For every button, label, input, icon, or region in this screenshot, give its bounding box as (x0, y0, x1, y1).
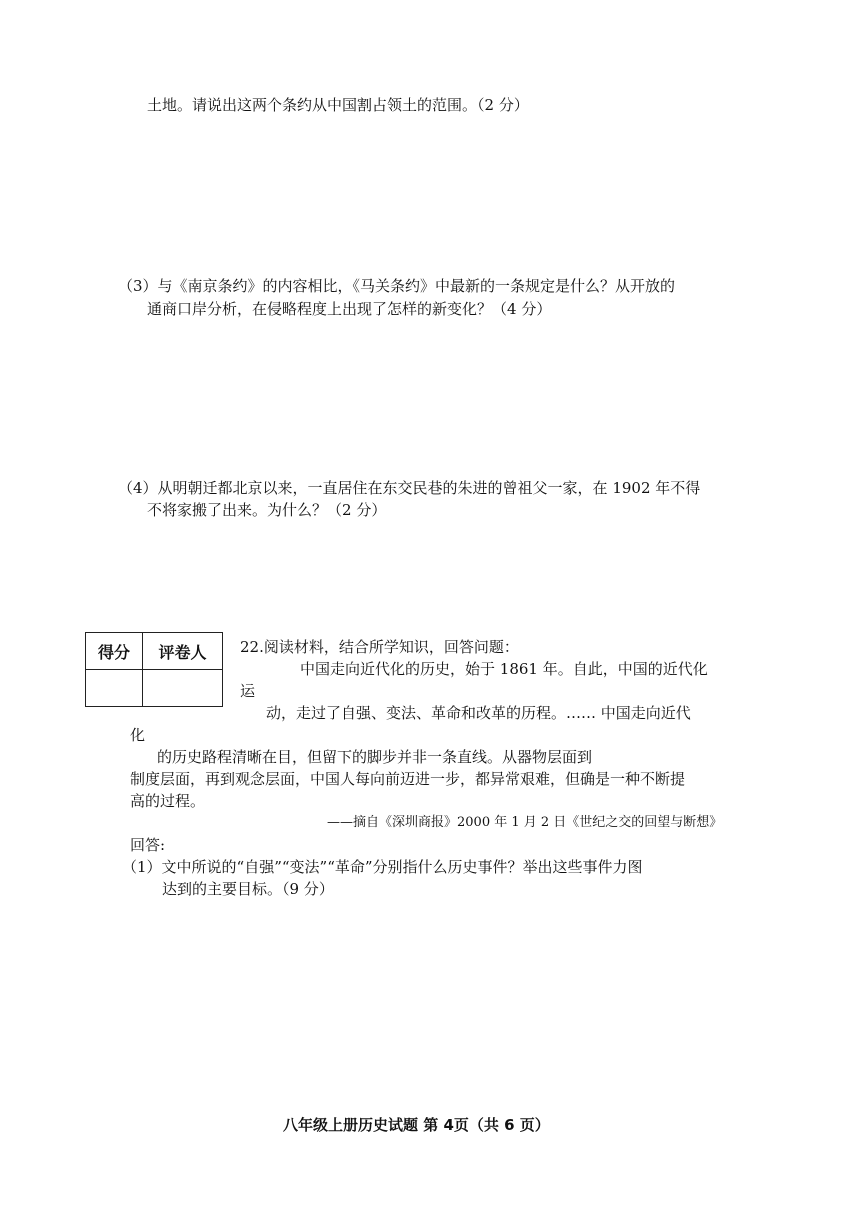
grader-cell[interactable] (143, 670, 223, 707)
q22-part1-line1: （1）文中所说的“自强”“变法”“革命”分别指什么历史事件？举出这些事件力图 (122, 858, 643, 876)
q21-part3-line2: 通商口岸分析，在侵略程度上出现了怎样的新变化？（4 分） (147, 300, 552, 318)
q21-part3-line1: （3）与《南京条约》的内容相比，《马关条约》中最新的一条规定是什么？从开放的 (118, 277, 676, 295)
q21-part4-line1: （4）从明朝迁都北京以来，一直居住在东交民巷的朱进的曾祖父一家，在 1902 年不得 (118, 479, 701, 497)
q22-material-line3: 动，走过了自强、变法、革命和改革的历程。…… 中国走向近代 (266, 704, 691, 722)
score-box (85, 632, 223, 707)
q22-part1-line2: 达到的主要目标。（9 分） (162, 880, 334, 898)
q22-material-line6: 制度层面，再到观念层面，中国人每向前迈进一步，都异常艰难，但确是一种不断提 (130, 770, 686, 788)
q21-part2-tail: 土地。请说出这两个条约从中国割占领土的范围。（2 分） (147, 96, 529, 114)
q22-intro: 22.阅读材料，结合所学知识，回答问题： (240, 638, 519, 656)
q21-part4-line2: 不将家搬了出来。为什么？（2 分） (147, 501, 387, 519)
q22-material-line7: 高的过程。 (130, 792, 206, 810)
q22-answer-label: 回答: (130, 836, 166, 854)
q22-material-line4: 化 (130, 726, 146, 744)
score-cell[interactable] (86, 670, 143, 707)
q22-source: ——摘自《深圳商报》2000 年 1 月 2 日《世纪之交的回望与断想》 (327, 815, 723, 830)
q22-material-line5: 的历史路程清晰在目，但留下的脚步并非一条直线。从器物层面到 (157, 748, 593, 766)
grader-header: 评卷人 (143, 633, 223, 670)
q22-material-line2: 运 (240, 682, 256, 700)
q22-material-line1: 中国走向近代化的历史，始于 1861 年。自此，中国的近代化 (300, 660, 708, 678)
page-footer: 八年级上册历史试题 第 4页（共 6 页） (283, 1116, 550, 1134)
score-header: 得分 (86, 633, 143, 670)
